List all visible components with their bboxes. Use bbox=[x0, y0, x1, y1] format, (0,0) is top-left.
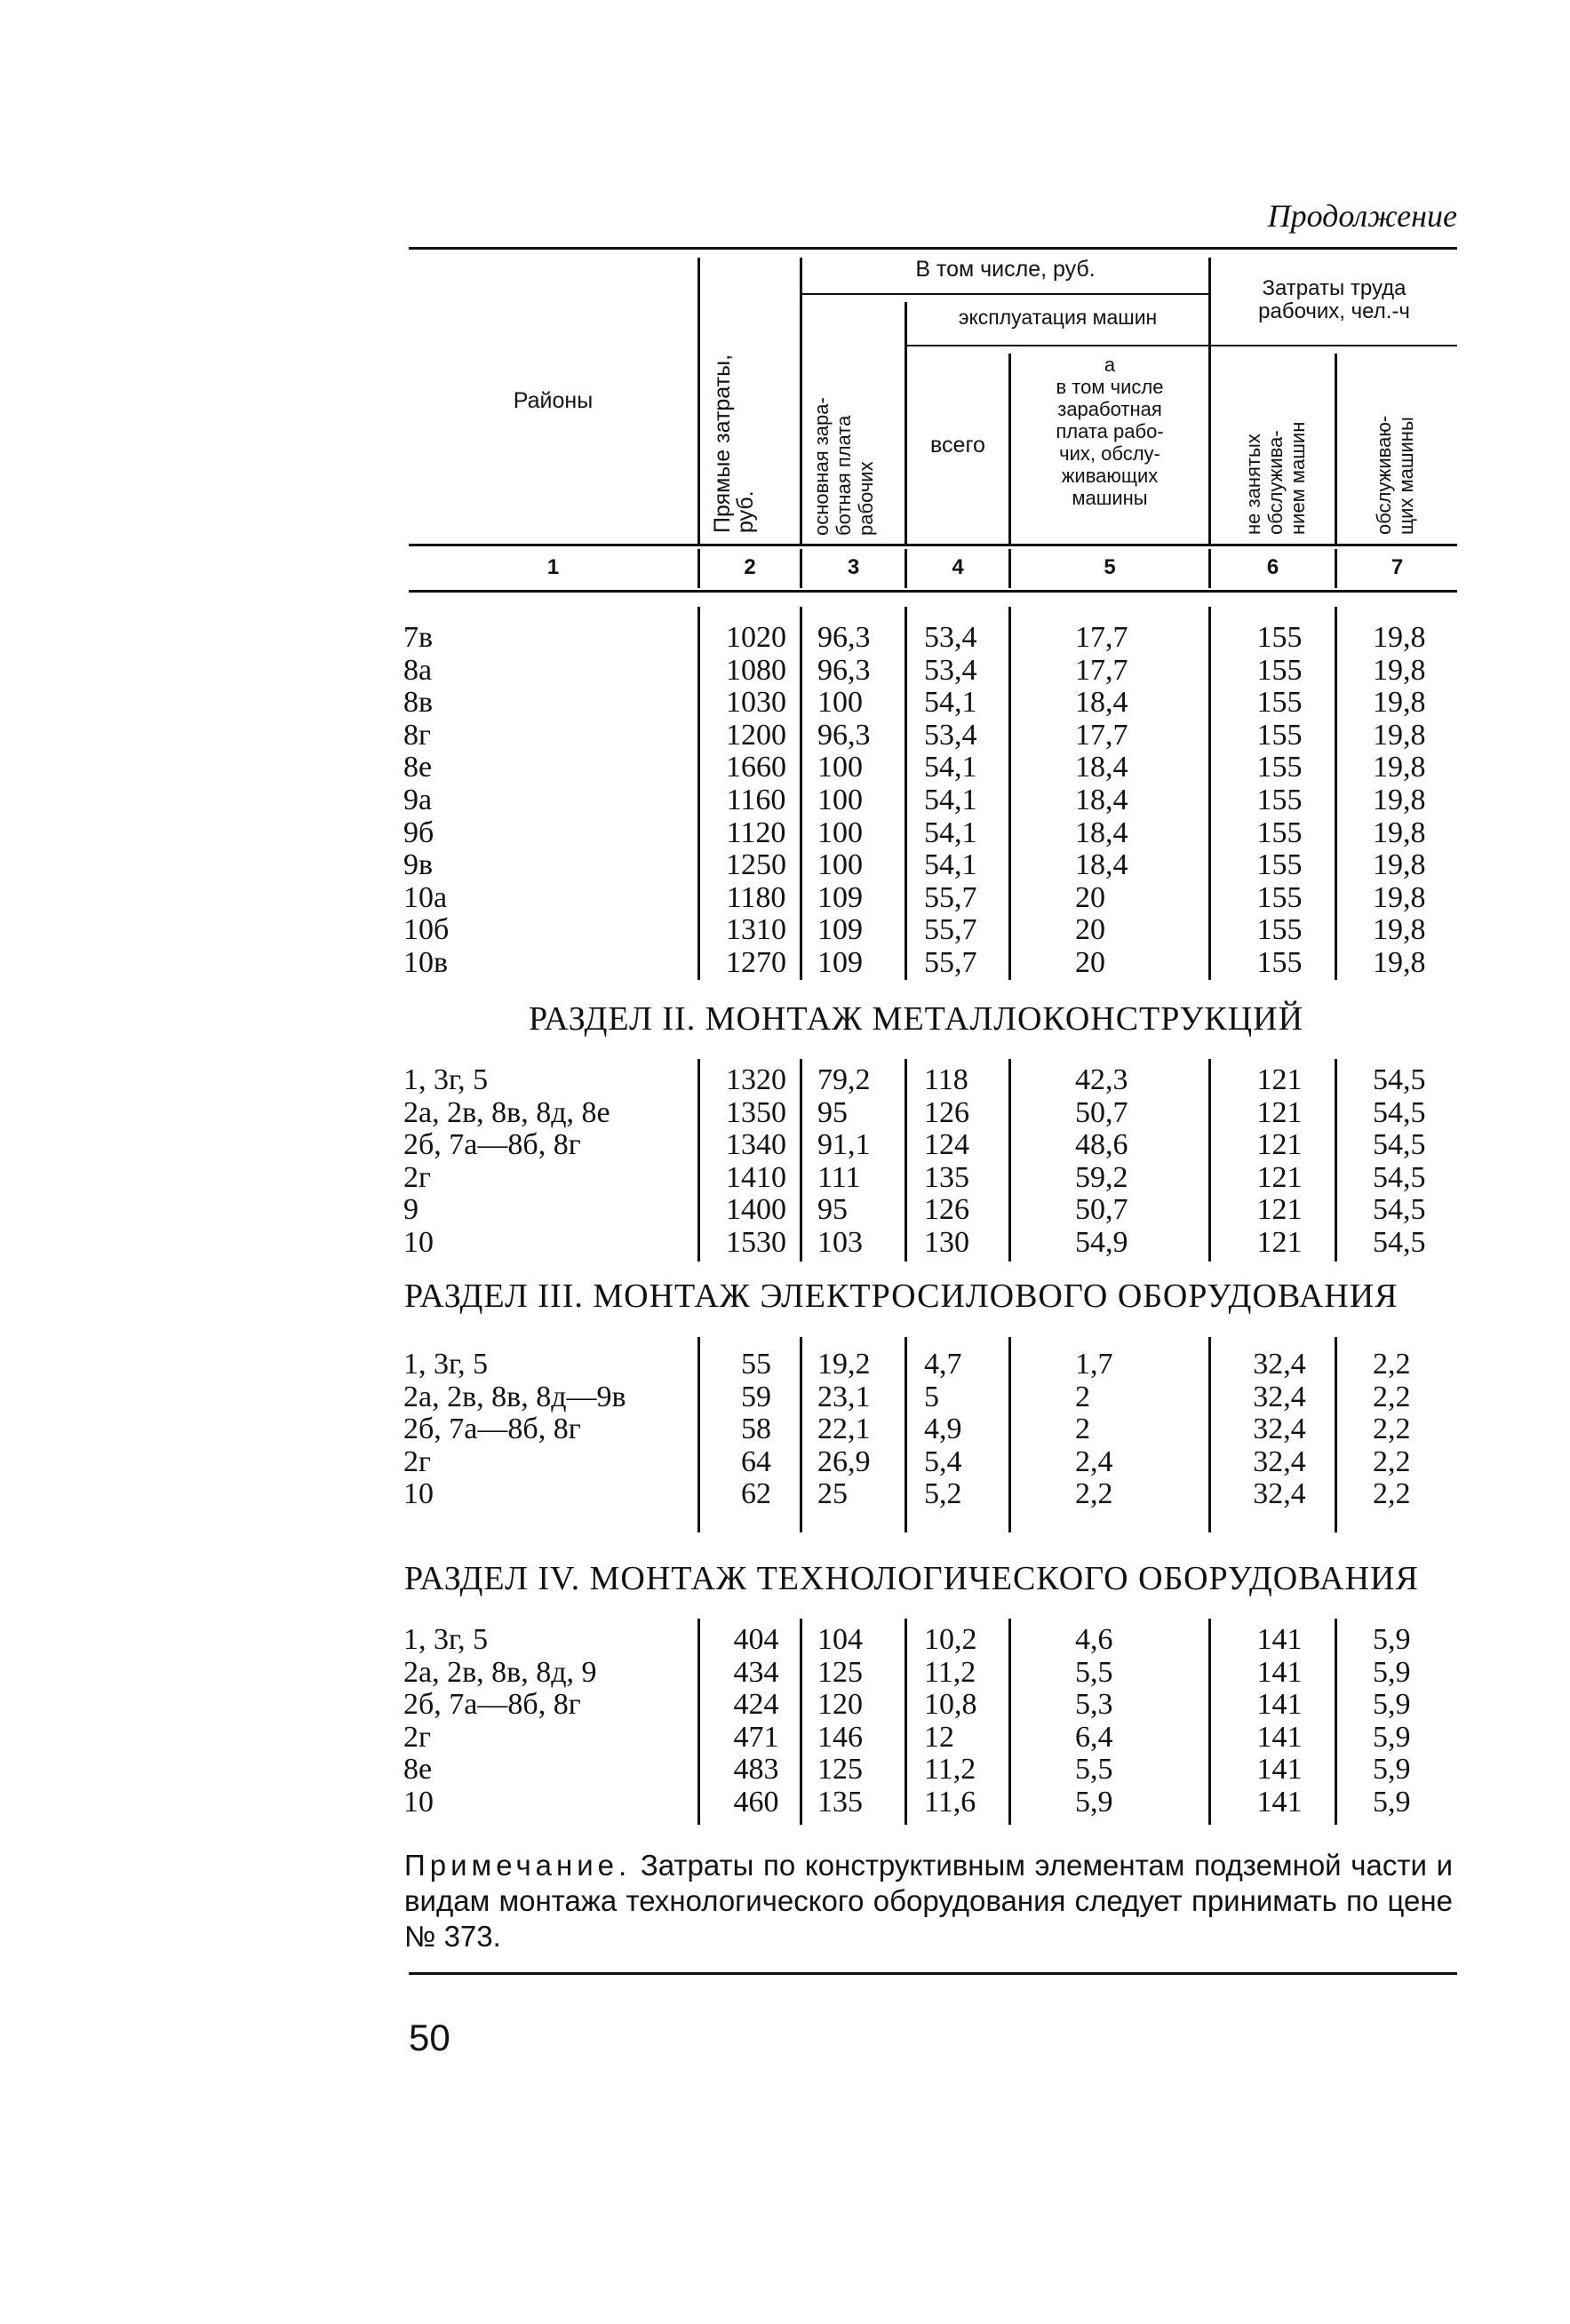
cell-machines-wage: 20 bbox=[1075, 945, 1105, 979]
table-row bbox=[400, 1446, 1457, 1479]
cell-base-wage: 100 bbox=[817, 848, 863, 882]
section-3-title: РАЗДЕЛ III. МОНТАЖ ЭЛЕКТРОСИЛОВОГО ОБОРУДОВАНИЯ bbox=[404, 1277, 1399, 1315]
cell-region: 2б, 7а—8б, 8г bbox=[403, 1688, 581, 1722]
cell-labor-machines: 2,2 bbox=[1373, 1477, 1411, 1511]
cell-direct-costs: 58 bbox=[741, 1413, 771, 1446]
cell-labor-machines: 54,5 bbox=[1373, 1225, 1426, 1259]
table-top-rule bbox=[409, 247, 1457, 250]
cell-machines-wage: 18,4 bbox=[1075, 816, 1128, 849]
cell-base-wage: 26,9 bbox=[817, 1445, 871, 1478]
cell-base-wage: 96,3 bbox=[817, 621, 871, 654]
cell-labor-machines: 19,8 bbox=[1373, 880, 1426, 914]
cell-labor-machines: 2,2 bbox=[1373, 1348, 1411, 1381]
cell-labor-not-machines: 141 bbox=[1256, 1720, 1303, 1754]
table-row bbox=[400, 849, 1457, 882]
cell-machines-total: 54,1 bbox=[924, 783, 977, 816]
colnum-3: 3 bbox=[847, 555, 860, 579]
cell-region: 2а, 2в, 8в, 8д, 9 bbox=[403, 1655, 597, 1689]
cell-labor-not-machines: 121 bbox=[1256, 1225, 1303, 1259]
cell-machines-wage: 2,2 bbox=[1075, 1477, 1113, 1511]
table-row bbox=[400, 1194, 1457, 1227]
cell-labor-machines: 2,2 bbox=[1373, 1413, 1411, 1446]
section-3-rows bbox=[400, 1349, 1457, 1511]
cell-region: 10 bbox=[403, 1225, 434, 1259]
cell-region: 2б, 7а—8б, 8г bbox=[403, 1128, 581, 1162]
table-row bbox=[400, 817, 1457, 850]
cell-direct-costs: 1200 bbox=[726, 718, 786, 752]
cell-machines-total: 118 bbox=[924, 1063, 968, 1096]
cell-base-wage: 100 bbox=[817, 816, 863, 849]
cell-labor-machines: 19,8 bbox=[1373, 751, 1426, 784]
cell-machines-total: 4,7 bbox=[924, 1348, 962, 1381]
section-2-title: РАЗДЕЛ II. МОНТАЖ МЕТАЛЛОКОНСТРУКЦИЙ bbox=[529, 1000, 1304, 1038]
page-number: 50 bbox=[409, 2017, 450, 2058]
cell-base-wage: 95 bbox=[817, 1095, 848, 1129]
cell-labor-machines: 54,5 bbox=[1373, 1160, 1426, 1194]
cell-labor-machines: 19,8 bbox=[1373, 783, 1426, 816]
table-row bbox=[400, 752, 1457, 784]
cell-region: 9б bbox=[403, 816, 434, 849]
cell-labor-machines: 5,9 bbox=[1373, 1753, 1411, 1787]
cell-direct-costs: 1310 bbox=[726, 913, 786, 947]
cell-labor-machines: 19,8 bbox=[1373, 686, 1426, 720]
cell-machines-wage: 54,9 bbox=[1075, 1225, 1128, 1259]
cell-direct-costs: 59 bbox=[741, 1380, 771, 1413]
cell-labor-machines: 19,8 bbox=[1373, 913, 1426, 947]
footnote-text: Затраты по конструктивным элементам подземной части и видам монтажа технологического оборудования следует принимать по цене № 373. bbox=[404, 1849, 1453, 1953]
cell-base-wage: 103 bbox=[817, 1225, 863, 1259]
cell-machines-total: 126 bbox=[924, 1095, 969, 1129]
cell-base-wage: 95 bbox=[817, 1193, 848, 1227]
colnum-bottom-rule bbox=[409, 590, 1457, 593]
table-row bbox=[400, 1722, 1457, 1755]
table-row bbox=[400, 1689, 1457, 1722]
colnum-vline-4 bbox=[1008, 549, 1011, 588]
cell-direct-costs: 1120 bbox=[726, 816, 786, 849]
cell-region: 8г bbox=[403, 718, 431, 752]
cell-machines-wage: 17,7 bbox=[1075, 621, 1128, 654]
table-row bbox=[400, 914, 1457, 947]
labor-divider-rule bbox=[1210, 345, 1457, 346]
cell-labor-machines: 5,9 bbox=[1373, 1720, 1411, 1754]
colnum-5: 5 bbox=[1104, 555, 1116, 579]
cell-direct-costs: 55 bbox=[741, 1348, 771, 1381]
colnum-1: 1 bbox=[546, 555, 560, 579]
cell-base-wage: 19,2 bbox=[817, 1348, 871, 1381]
cell-region: 1, 3г, 5 bbox=[403, 1623, 489, 1656]
table-row bbox=[400, 1129, 1457, 1162]
cell-machines-wage: 17,7 bbox=[1075, 718, 1128, 752]
cell-machines-wage: 6,4 bbox=[1075, 1720, 1113, 1754]
cell-machines-total: 53,4 bbox=[924, 718, 977, 752]
cell-machines-total: 55,7 bbox=[924, 945, 977, 979]
cell-direct-costs: 1660 bbox=[726, 751, 786, 784]
cell-machines-wage: 1,7 bbox=[1075, 1348, 1113, 1381]
cell-region: 10а bbox=[403, 880, 448, 914]
cell-labor-machines: 5,9 bbox=[1373, 1623, 1411, 1656]
cell-labor-not-machines: 155 bbox=[1256, 783, 1303, 816]
cell-direct-costs: 434 bbox=[733, 1655, 779, 1689]
cell-direct-costs: 64 bbox=[741, 1445, 771, 1478]
cell-machines-total: 4,9 bbox=[924, 1413, 962, 1446]
cell-labor-not-machines: 121 bbox=[1256, 1063, 1303, 1096]
cell-base-wage: 100 bbox=[817, 783, 863, 816]
cell-labor-not-machines: 32,4 bbox=[1253, 1413, 1306, 1446]
cell-machines-total: 53,4 bbox=[924, 653, 977, 687]
cell-machines-total: 55,7 bbox=[924, 913, 977, 947]
table-row bbox=[400, 1349, 1457, 1381]
cell-base-wage: 96,3 bbox=[817, 653, 871, 687]
cell-labor-not-machines: 141 bbox=[1256, 1785, 1303, 1819]
header-serving-machines: обслуживаю- щих машины bbox=[1373, 415, 1417, 535]
cell-labor-not-machines: 32,4 bbox=[1253, 1445, 1306, 1478]
cell-machines-wage: 50,7 bbox=[1075, 1193, 1128, 1227]
cell-direct-costs: 1080 bbox=[726, 653, 786, 687]
cell-direct-costs: 1020 bbox=[726, 621, 786, 654]
table-row bbox=[400, 720, 1457, 752]
cell-machines-total: 130 bbox=[924, 1225, 969, 1259]
cell-direct-costs: 483 bbox=[733, 1753, 779, 1787]
cell-region: 2г bbox=[403, 1445, 431, 1478]
cell-direct-costs: 1160 bbox=[726, 783, 786, 816]
table-row bbox=[400, 655, 1457, 688]
table-row bbox=[400, 1787, 1457, 1819]
cell-base-wage: 109 bbox=[817, 913, 863, 947]
cell-machines-wage: 17,7 bbox=[1075, 653, 1128, 687]
cell-labor-not-machines: 155 bbox=[1256, 686, 1303, 720]
header-base-wage: основная зара- ботная плата рабочих bbox=[810, 397, 877, 536]
header-vline-2 bbox=[800, 258, 802, 544]
cell-machines-total: 11,2 bbox=[924, 1753, 976, 1787]
cell-direct-costs: 1410 bbox=[726, 1160, 786, 1194]
cell-labor-not-machines: 155 bbox=[1256, 816, 1303, 849]
cell-base-wage: 100 bbox=[817, 686, 863, 720]
cell-direct-costs: 1320 bbox=[726, 1063, 786, 1096]
header-incl-group: В том числе, руб. bbox=[915, 257, 1096, 282]
header-labor: Затраты труда рабочих, чел.-ч bbox=[1258, 276, 1410, 323]
cell-labor-machines: 54,5 bbox=[1373, 1095, 1426, 1129]
cell-machines-total: 135 bbox=[924, 1160, 969, 1194]
cell-direct-costs: 1250 bbox=[726, 848, 786, 882]
cell-base-wage: 146 bbox=[817, 1720, 863, 1754]
cell-base-wage: 135 bbox=[817, 1785, 863, 1819]
cell-base-wage: 23,1 bbox=[817, 1380, 871, 1413]
cell-labor-not-machines: 121 bbox=[1256, 1095, 1303, 1129]
cell-region: 1, 3г, 5 bbox=[403, 1063, 489, 1096]
cell-labor-not-machines: 155 bbox=[1256, 653, 1303, 687]
cell-machines-wage: 20 bbox=[1075, 913, 1105, 947]
colnum-vline-5 bbox=[1208, 549, 1211, 588]
cell-machines-total: 10,2 bbox=[924, 1623, 977, 1656]
section-4-rows bbox=[400, 1624, 1457, 1819]
cell-direct-costs: 460 bbox=[733, 1785, 779, 1819]
cell-machines-wage: 4,6 bbox=[1075, 1623, 1113, 1656]
cell-labor-not-machines: 141 bbox=[1256, 1753, 1303, 1787]
cell-machines-wage: 2 bbox=[1075, 1380, 1090, 1413]
cell-direct-costs: 1340 bbox=[726, 1128, 786, 1162]
cell-labor-machines: 2,2 bbox=[1373, 1380, 1411, 1413]
cell-machines-total: 54,1 bbox=[924, 751, 977, 784]
colnum-4: 4 bbox=[952, 555, 964, 579]
cell-base-wage: 104 bbox=[817, 1623, 863, 1656]
cell-region: 9в bbox=[403, 848, 434, 882]
cell-labor-machines: 54,5 bbox=[1373, 1063, 1426, 1096]
cell-machines-total: 124 bbox=[924, 1128, 969, 1162]
cell-region: 10 bbox=[403, 1477, 434, 1511]
cell-base-wage: 96,3 bbox=[817, 718, 871, 752]
table-row bbox=[400, 622, 1457, 655]
cell-base-wage: 25 bbox=[817, 1477, 848, 1511]
colnum-vline-2 bbox=[800, 549, 802, 588]
colnum-7: 7 bbox=[1391, 555, 1404, 579]
table-row bbox=[400, 1624, 1457, 1657]
cell-direct-costs: 62 bbox=[741, 1477, 771, 1511]
cell-base-wage: 111 bbox=[817, 1160, 861, 1194]
table-row bbox=[400, 1227, 1457, 1260]
colnum-vline-1 bbox=[697, 549, 700, 588]
cell-machines-wage: 5,5 bbox=[1075, 1655, 1113, 1689]
cell-direct-costs: 1400 bbox=[726, 1193, 786, 1227]
colnum-2: 2 bbox=[744, 555, 756, 579]
cell-machines-total: 5,4 bbox=[924, 1445, 962, 1478]
cell-direct-costs: 1270 bbox=[726, 945, 786, 979]
cell-direct-costs: 1030 bbox=[726, 686, 786, 720]
cell-region: 8в bbox=[403, 686, 434, 720]
cell-machines-total: 55,7 bbox=[924, 880, 977, 914]
group-divider-rule bbox=[802, 293, 1208, 295]
machines-divider-rule bbox=[905, 345, 1208, 346]
cell-region: 8е bbox=[403, 751, 433, 784]
table-row bbox=[400, 882, 1457, 915]
header-machine-exploitation: эксплуатация машин bbox=[958, 306, 1158, 329]
cell-region: 8а bbox=[403, 653, 433, 687]
cell-region: 7в bbox=[403, 621, 434, 654]
cell-labor-not-machines: 155 bbox=[1256, 913, 1303, 947]
cell-labor-not-machines: 155 bbox=[1256, 848, 1303, 882]
cell-region: 8е bbox=[403, 1753, 433, 1787]
cell-base-wage: 109 bbox=[817, 945, 863, 979]
cell-region: 9а bbox=[403, 783, 433, 816]
cell-machines-total: 54,1 bbox=[924, 816, 977, 849]
cell-machines-wage: 18,4 bbox=[1075, 686, 1128, 720]
cell-machines-wage: 42,3 bbox=[1075, 1063, 1128, 1096]
cell-machines-wage: 2 bbox=[1075, 1413, 1090, 1446]
cell-machines-total: 11,6 bbox=[924, 1785, 976, 1819]
cell-region: 10 bbox=[403, 1785, 434, 1819]
cell-machines-wage: 2,4 bbox=[1075, 1445, 1113, 1478]
cell-direct-costs: 1530 bbox=[726, 1225, 786, 1259]
cell-direct-costs: 471 bbox=[733, 1720, 779, 1754]
cell-base-wage: 100 bbox=[817, 751, 863, 784]
cell-machines-wage: 18,4 bbox=[1075, 751, 1128, 784]
cell-labor-not-machines: 32,4 bbox=[1253, 1348, 1306, 1381]
cell-region: 2г bbox=[403, 1160, 431, 1194]
cell-labor-machines: 5,9 bbox=[1373, 1655, 1411, 1689]
cell-region: 1, 3г, 5 bbox=[403, 1348, 489, 1381]
cell-region: 2а, 2в, 8в, 8д—9в bbox=[403, 1380, 626, 1413]
colnum-vline-6 bbox=[1335, 549, 1337, 588]
header-vline-3 bbox=[905, 302, 907, 544]
cell-base-wage: 109 bbox=[817, 880, 863, 914]
footer-rule bbox=[409, 1972, 1457, 1975]
cell-labor-not-machines: 121 bbox=[1256, 1193, 1303, 1227]
cell-machines-wage: 59,2 bbox=[1075, 1160, 1128, 1194]
cell-machines-total: 54,1 bbox=[924, 848, 977, 882]
cell-machines-wage: 5,3 bbox=[1075, 1688, 1113, 1722]
cell-labor-machines: 19,8 bbox=[1373, 621, 1426, 654]
colnum-6: 6 bbox=[1266, 555, 1279, 579]
header-incl-wage: а в том числе заработная плата рабо- чих, обслу- живающих машины bbox=[1056, 354, 1164, 509]
cell-base-wage: 91,1 bbox=[817, 1128, 871, 1162]
continuation-label: Продолжение bbox=[1267, 198, 1457, 234]
cell-labor-not-machines: 155 bbox=[1256, 621, 1303, 654]
cell-region: 2а, 2в, 8в, 8д, 8е bbox=[403, 1095, 610, 1129]
cell-labor-not-machines: 141 bbox=[1256, 1688, 1303, 1722]
cell-base-wage: 120 bbox=[817, 1688, 863, 1722]
table-row bbox=[400, 1162, 1457, 1195]
cell-machines-total: 12 bbox=[924, 1720, 954, 1754]
cell-labor-machines: 54,5 bbox=[1373, 1193, 1426, 1227]
cell-labor-not-machines: 141 bbox=[1256, 1623, 1303, 1656]
cell-labor-machines: 5,9 bbox=[1373, 1688, 1411, 1722]
cell-labor-machines: 19,8 bbox=[1373, 848, 1426, 882]
cell-labor-not-machines: 32,4 bbox=[1253, 1477, 1306, 1511]
cell-region: 2г bbox=[403, 1720, 431, 1754]
cell-labor-machines: 19,8 bbox=[1373, 653, 1426, 687]
cell-machines-wage: 50,7 bbox=[1075, 1095, 1128, 1129]
cell-region: 10б bbox=[403, 913, 450, 947]
section-1-rows bbox=[400, 622, 1457, 980]
table-row bbox=[400, 784, 1457, 817]
cell-labor-machines: 19,8 bbox=[1373, 945, 1426, 979]
cell-machines-wage: 18,4 bbox=[1075, 848, 1128, 882]
cell-labor-machines: 54,5 bbox=[1373, 1128, 1426, 1162]
cell-labor-not-machines: 141 bbox=[1256, 1655, 1303, 1689]
header-not-machines: не занятых обслужива- нием машин bbox=[1242, 421, 1309, 535]
cell-labor-machines: 2,2 bbox=[1373, 1445, 1411, 1478]
cell-base-wage: 125 bbox=[817, 1655, 863, 1689]
table-row bbox=[400, 1478, 1457, 1511]
table-row bbox=[400, 1064, 1457, 1097]
cell-machines-total: 10,8 bbox=[924, 1688, 977, 1722]
header-direct-costs: Прямые затраты, руб. bbox=[710, 354, 758, 533]
cell-machines-wage: 20 bbox=[1075, 880, 1105, 914]
footnote-label: Примечание. bbox=[404, 1849, 632, 1882]
cell-labor-machines: 19,8 bbox=[1373, 816, 1426, 849]
header-vline-1 bbox=[697, 258, 700, 544]
cell-labor-not-machines: 32,4 bbox=[1253, 1380, 1306, 1413]
header-bottom-rule bbox=[409, 544, 1457, 546]
table-row bbox=[400, 1381, 1457, 1414]
header-total: всего bbox=[930, 433, 985, 458]
cell-direct-costs: 424 bbox=[733, 1688, 779, 1722]
cell-base-wage: 79,2 bbox=[817, 1063, 871, 1096]
cell-machines-total: 126 bbox=[924, 1193, 969, 1227]
cell-base-wage: 125 bbox=[817, 1753, 863, 1787]
cell-labor-machines: 19,8 bbox=[1373, 718, 1426, 752]
cell-machines-total: 53,4 bbox=[924, 621, 977, 654]
cell-direct-costs: 404 bbox=[733, 1623, 779, 1656]
cell-labor-machines: 5,9 bbox=[1373, 1785, 1411, 1819]
table-row bbox=[400, 1097, 1457, 1130]
table-row bbox=[400, 947, 1457, 980]
cell-labor-not-machines: 155 bbox=[1256, 718, 1303, 752]
cell-direct-costs: 1350 bbox=[726, 1095, 786, 1129]
cell-machines-total: 5,2 bbox=[924, 1477, 962, 1511]
colnum-vline-3 bbox=[905, 549, 907, 588]
cell-labor-not-machines: 155 bbox=[1256, 880, 1303, 914]
section-4-title: РАЗДЕЛ IV. МОНТАЖ ТЕХНОЛОГИЧЕСКОГО ОБОРУДОВАНИЯ bbox=[404, 1560, 1419, 1597]
cell-machines-total: 54,1 bbox=[924, 686, 977, 720]
table-row bbox=[400, 1413, 1457, 1446]
cell-base-wage: 22,1 bbox=[817, 1413, 871, 1446]
cell-machines-wage: 5,9 bbox=[1075, 1785, 1113, 1819]
table-row bbox=[400, 687, 1457, 720]
table-row bbox=[400, 1754, 1457, 1787]
cell-labor-not-machines: 121 bbox=[1256, 1128, 1303, 1162]
footnote bbox=[404, 1848, 1453, 1954]
cell-labor-not-machines: 121 bbox=[1256, 1160, 1303, 1194]
cell-machines-wage: 5,5 bbox=[1075, 1753, 1113, 1787]
cell-region: 2б, 7а—8б, 8г bbox=[403, 1413, 581, 1446]
cell-region: 10в bbox=[403, 945, 449, 979]
header-regions: Районы bbox=[513, 388, 594, 413]
header-vline-6 bbox=[1335, 354, 1337, 544]
cell-machines-wage: 48,6 bbox=[1075, 1128, 1128, 1162]
table-row bbox=[400, 1657, 1457, 1690]
cell-region: 9 bbox=[403, 1193, 418, 1227]
section-2-rows bbox=[400, 1064, 1457, 1260]
cell-machines-total: 11,2 bbox=[924, 1655, 976, 1689]
cell-machines-total: 5 bbox=[924, 1380, 939, 1413]
cell-direct-costs: 1180 bbox=[726, 880, 786, 914]
cell-labor-not-machines: 155 bbox=[1256, 751, 1303, 784]
cell-machines-wage: 18,4 bbox=[1075, 783, 1128, 816]
cell-labor-not-machines: 155 bbox=[1256, 945, 1303, 979]
